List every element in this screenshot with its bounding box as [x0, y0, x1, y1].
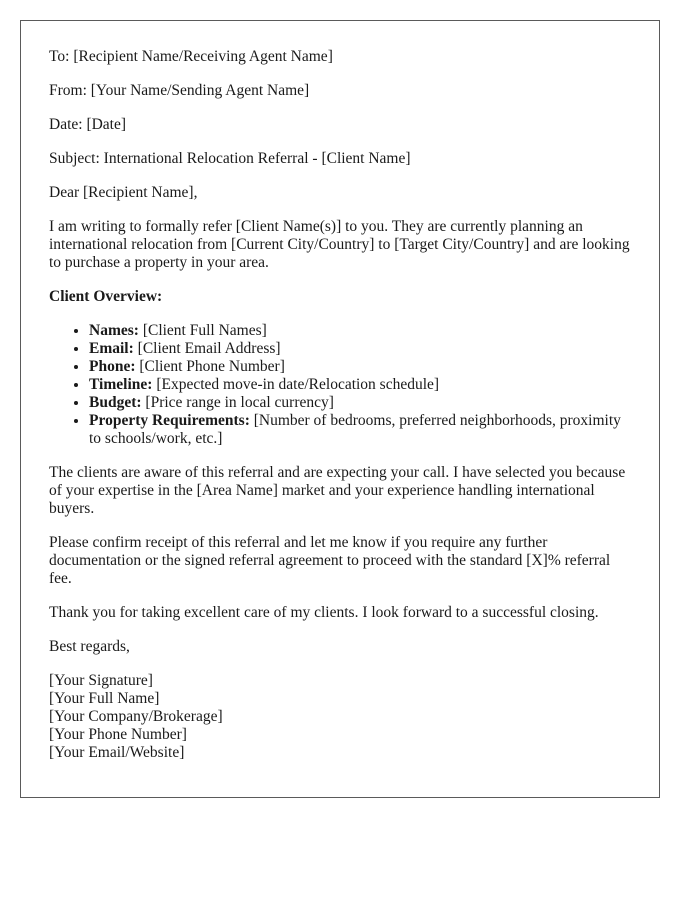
item-label: Email: [89, 340, 134, 357]
confirmation-paragraph: Please confirm receipt of this referral and let me know if you require any further documentation or the signed referral agreement to proceed with the standard [X]% referral fee. [49, 534, 611, 587]
phone-line: [Your Phone Number] [49, 726, 187, 743]
list-item [89, 322, 631, 340]
client-overview-title: Client Overview: [49, 288, 163, 305]
item-label: Budget: [89, 394, 142, 411]
list-item [89, 376, 631, 394]
to-line: To: [Recipient Name/Receiving Agent Name] [49, 48, 333, 65]
referral-letter [20, 20, 660, 798]
item-value: [Client Phone Number] [135, 358, 285, 375]
intro-paragraph: I am writing to formally refer [Client Name(s)] to you. They are currently planning an international relocation from [Current City/Country] to [Target City/Country] and are looking to purchase a property in your area. [49, 218, 630, 271]
item-label: Timeline: [89, 376, 153, 393]
date-line: Date: [Date] [49, 116, 127, 133]
full-name-line: [Your Full Name] [49, 690, 160, 707]
awareness-paragraph: The clients are aware of this referral and are expecting your call. I have selected you because of your expertise in the [Area Name] market and your experience handling international buyers. [49, 464, 626, 517]
email-website-line: [Your Email/Website] [49, 744, 185, 761]
item-value: [Price range in local currency] [141, 394, 334, 411]
item-value: [Expected move-in date/Relocation schedule] [152, 376, 440, 393]
list-item [89, 412, 631, 448]
client-overview-list [49, 322, 631, 448]
from-line: From: [Your Name/Sending Agent Name] [49, 82, 310, 99]
item-value: [Client Full Names] [138, 322, 267, 339]
closing-line: Best regards, [49, 638, 130, 655]
list-item [89, 394, 631, 412]
item-value: [Client Email Address] [133, 340, 281, 357]
signature-block [49, 672, 631, 762]
list-item [89, 340, 631, 358]
item-label: Property Requirements: [89, 412, 250, 429]
greeting: Dear [Recipient Name], [49, 184, 198, 201]
list-item [89, 358, 631, 376]
thanks-paragraph: Thank you for taking excellent care of my clients. I look forward to a successful closing. [49, 604, 599, 621]
company-line: [Your Company/Brokerage] [49, 708, 223, 725]
signature-line: [Your Signature] [49, 672, 153, 689]
item-label: Names: [89, 322, 139, 339]
item-label: Phone: [89, 358, 136, 375]
item-value: [Number of bedrooms, preferred neighborhoods, proximity to schools/work, etc.] [89, 412, 621, 447]
subject-line: Subject: International Relocation Referral - [Client Name] [49, 150, 411, 167]
